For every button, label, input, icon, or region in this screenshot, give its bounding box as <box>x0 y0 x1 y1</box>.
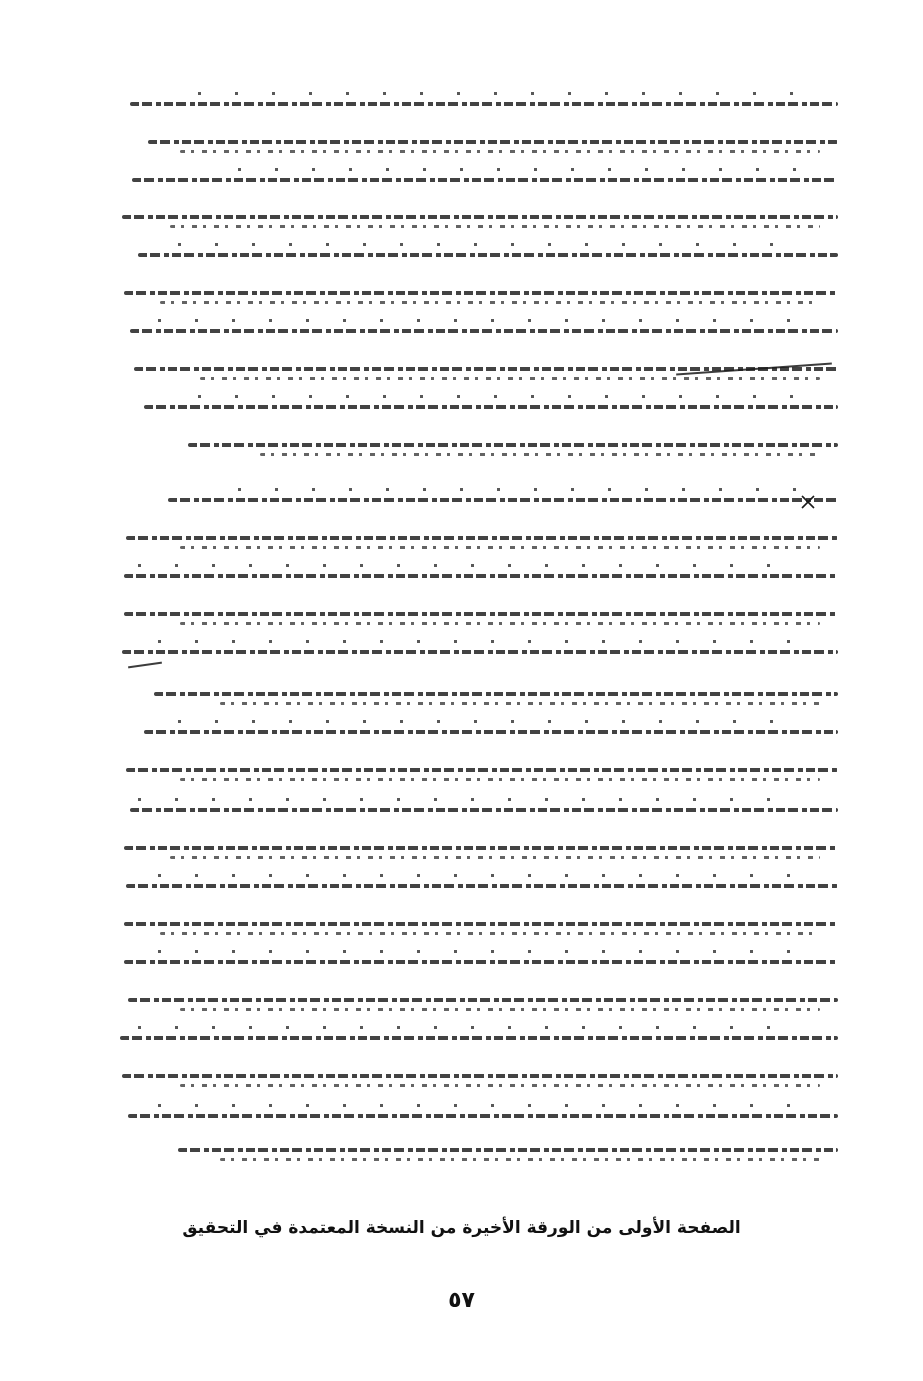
manuscript-line <box>118 126 838 160</box>
manuscript-line <box>118 946 838 980</box>
manuscript-line <box>118 88 838 122</box>
manuscript-line <box>118 277 838 311</box>
manuscript-line <box>118 391 838 425</box>
manuscript-line <box>118 164 838 198</box>
manuscript-line <box>118 1100 838 1134</box>
manuscript-line <box>118 1060 838 1094</box>
manuscript-line <box>118 239 838 273</box>
manuscript-line <box>118 1134 838 1168</box>
manuscript-line <box>118 201 838 235</box>
manuscript-line <box>118 429 838 463</box>
manuscript-line <box>118 1022 838 1056</box>
manuscript-image <box>118 88 838 1168</box>
manuscript-line <box>118 908 838 942</box>
manuscript-line <box>118 315 838 349</box>
manuscript-line <box>118 794 838 828</box>
manuscript-line <box>118 560 838 594</box>
manuscript-line <box>118 598 838 632</box>
manuscript-line <box>118 870 838 904</box>
manuscript-line <box>118 484 838 518</box>
manuscript-line <box>118 636 838 670</box>
manuscript-line <box>118 984 838 1018</box>
cross-mark-icon <box>800 494 816 510</box>
manuscript-line <box>118 522 838 556</box>
manuscript-line <box>118 716 838 750</box>
manuscript-line <box>118 832 838 866</box>
manuscript-line <box>118 754 838 788</box>
page-number: ٥٧ <box>448 1288 475 1313</box>
manuscript-line <box>118 678 838 712</box>
page-caption: الصفحة الأولى من الورقة الأخيرة من النسخة المعتمدة في التحقيق <box>182 1218 741 1238</box>
